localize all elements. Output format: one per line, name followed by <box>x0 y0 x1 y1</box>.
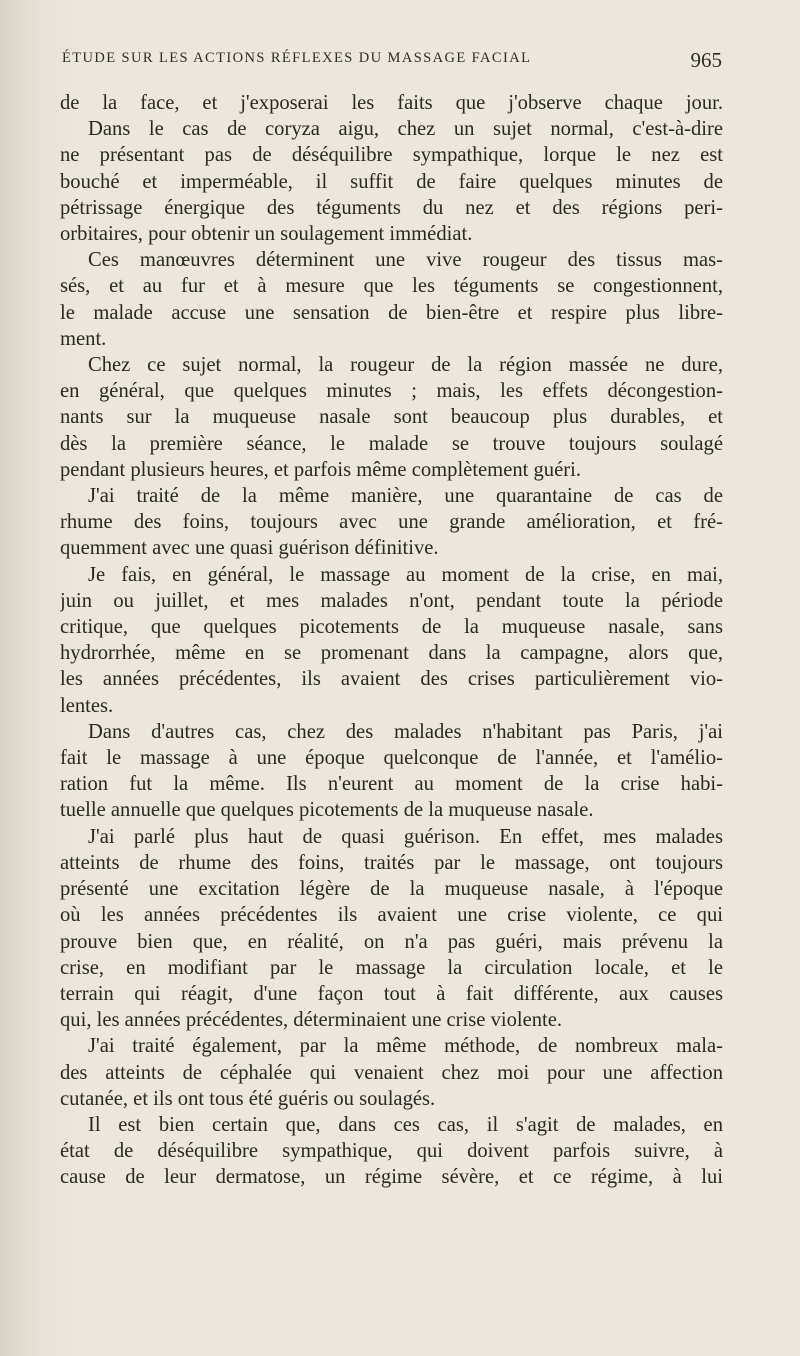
text-line: ration fut la même. Ils n'eurent au moment de la crise habi- <box>60 773 723 796</box>
text-line: dès la première séance, le malade se trouve toujours soulagé <box>60 432 723 455</box>
text-line: crise, en modifiant par le massage la circulation locale, et le <box>60 956 723 979</box>
running-title: ÉTUDE SUR LES ACTIONS RÉFLEXES DU MASSAGE FACIAL <box>62 50 532 66</box>
page-header <box>62 48 722 72</box>
text-line: Chez ce sujet normal, la rougeur de la région massée ne dure, <box>88 354 723 377</box>
text-line: Dans d'autres cas, chez des malades n'habitant pas Paris, j'ai <box>88 720 723 743</box>
text-line: pendant plusieurs heures, et parfois même complètement guéri. <box>60 458 581 481</box>
text-line: des atteints de céphalée qui venaient chez moi pour une affection <box>60 1061 723 1084</box>
text-line: qui, les années précédentes, déterminaient une crise violente. <box>60 1009 563 1032</box>
text-line: Il est bien certain que, dans ces cas, il s'agit de malades, en <box>88 1113 723 1136</box>
text-line: de la face, et j'exposerai les faits que j'observe chaque jour. <box>60 92 723 114</box>
text-line: bouché et imperméable, il suffit de faire quelques minutes de <box>60 170 723 193</box>
text-line: pétrissage énergique des téguments du nez et des régions peri- <box>60 196 723 219</box>
text-line: J'ai traité de la même manière, une quarantaine de cas de <box>88 485 723 508</box>
text-line: présenté une excitation légère de la muqueuse nasale, à l'époque <box>60 878 723 901</box>
text-line: terrain qui réagit, d'une façon tout à fait différente, aux causes <box>60 982 723 1005</box>
text-line: cause de leur dermatose, un régime sévère, et ce régime, à lui <box>60 1166 723 1189</box>
page-number: 965 <box>690 48 722 72</box>
text-line: Je fais, en général, le massage au moment de la crise, en mai, <box>88 563 723 586</box>
text-line: rhume des foins, toujours avec une grande amélioration, et fré- <box>60 511 723 534</box>
body-text <box>60 90 723 1191</box>
text-line: en général, que quelques minutes ; mais, les effets décongestion- <box>60 380 723 403</box>
text-line: ment. <box>60 327 107 350</box>
text-line: lentes. <box>60 694 114 717</box>
text-line: où les années précédentes ils avaient une crise violente, ce qui <box>60 904 723 927</box>
text-line: le malade accuse une sensation de bien-être et respire plus libre- <box>60 301 723 324</box>
text-line: quemment avec une quasi guérison définitive. <box>60 537 439 560</box>
text-line: atteints de rhume des foins, traités par le massage, ont toujours <box>60 851 723 874</box>
text-line: sés, et au fur et à mesure que les téguments se congestionnent, <box>60 275 723 298</box>
text-line: juin ou juillet, et mes malades n'ont, pendant toute la période <box>60 589 723 612</box>
text-line: tuelle annuelle que quelques picotements de la muqueuse nasale. <box>60 799 594 822</box>
text-line: état de déséquilibre sympathique, qui doivent parfois suivre, à <box>60 1140 723 1163</box>
text-line: fait le massage à une époque quelconque de l'année, et l'amélio- <box>60 747 723 770</box>
text-line: hydrorrhée, même en se promenant dans la campagne, alors que, <box>60 642 723 665</box>
text-line: les années précédentes, ils avaient des crises particulièrement vio- <box>60 668 723 691</box>
text-line: prouve bien que, en réalité, on n'a pas guéri, mais prévenu la <box>60 930 723 953</box>
text-line: ne présentant pas de déséquilibre sympathique, lorque le nez est <box>60 144 723 167</box>
text-line: J'ai traité également, par la même méthode, de nombreux mala- <box>88 1035 723 1058</box>
text-line: Dans le cas de coryza aigu, chez un sujet normal, c'est-à-dire <box>88 118 723 141</box>
text-line: orbitaires, pour obtenir un soulagement immédiat. <box>60 223 473 246</box>
text-line: critique, que quelques picotements de la muqueuse nasale, sans <box>60 616 723 639</box>
text-line: J'ai parlé plus haut de quasi guérison. En effet, mes malades <box>88 825 723 848</box>
text-line: cutanée, et ils ont tous été guéris ou soulagés. <box>60 1087 436 1110</box>
text-line: Ces manœuvres déterminent une vive rougeur des tissus mas- <box>88 249 723 272</box>
text-line: nants sur la muqueuse nasale sont beaucoup plus durables, et <box>60 406 723 429</box>
